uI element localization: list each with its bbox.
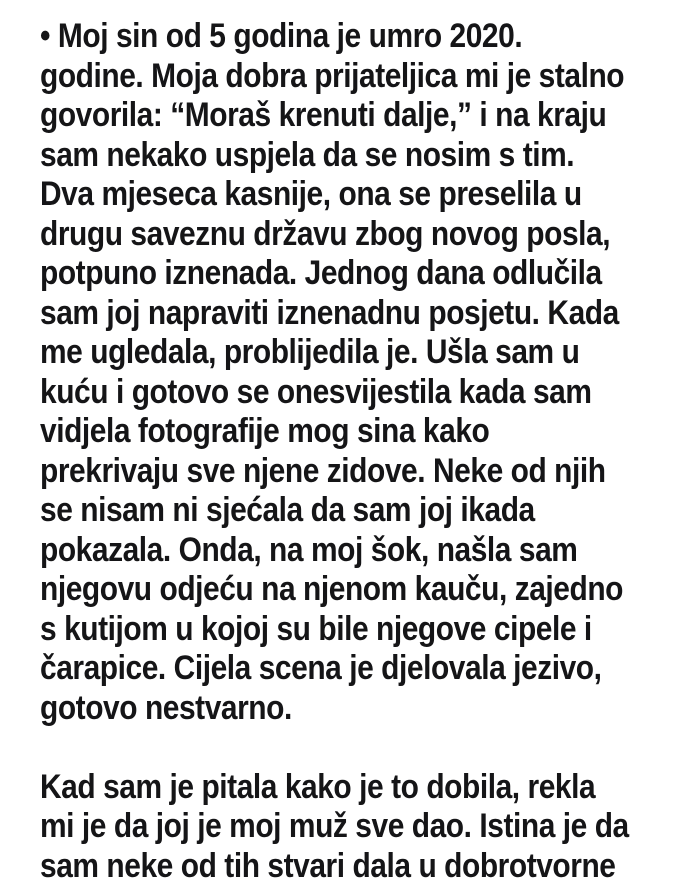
text-line: sam joj napraviti iznenadnu posjetu. Kada (40, 294, 591, 334)
text-line: čarapice. Cijela scena je djelovala jezivo, (40, 649, 591, 689)
text-line: vidjela fotografije mog sina kako (40, 412, 591, 452)
text-line: • Moj sin od 5 godina je umro 2020. (40, 17, 591, 57)
paragraph-2 (40, 768, 666, 886)
text-line: s kutijom u kojoj su bile njegove cipele i (40, 610, 591, 650)
text-line: Kad sam je pitala kako je to dobila, rekla (40, 768, 591, 808)
text-line: kuću i gotovo se onesvijestila kada sam (40, 373, 591, 413)
text-line: prekrivaju sve njene zidove. Neke od njih (40, 452, 591, 492)
text-line: govorila: “Moraš krenuti dalje,” i na kraju (40, 96, 591, 136)
text-line: njegovu odjeću na njenom kauču, zajedno (40, 570, 591, 610)
text-line: potpuno iznenada. Jednog dana odlučila (40, 254, 591, 294)
text-line: pokazala. Onda, na moj šok, našla sam (40, 531, 591, 571)
text-line: mi je da joj je moj muž sve dao. Istina je da (40, 807, 591, 847)
text-line: se nisam ni sjećala da sam joj ikada (40, 491, 591, 531)
text-line: godine. Moja dobra prijateljica mi je stalno (40, 57, 591, 97)
text-line: Dva mjeseca kasnije, ona se preselila u (40, 175, 591, 215)
paragraph-1 (40, 17, 666, 728)
text-line: gotovo nestvarno. (40, 689, 591, 729)
text-line: drugu saveznu državu zbog novog posla, (40, 215, 591, 255)
text-line: sam neke od tih stvari dala u dobrotvorne (40, 847, 591, 886)
text-line: sam nekako uspjela da se nosim s tim. (40, 136, 591, 176)
text-line: me ugledala, problijedila je. Ušla sam u (40, 333, 591, 373)
